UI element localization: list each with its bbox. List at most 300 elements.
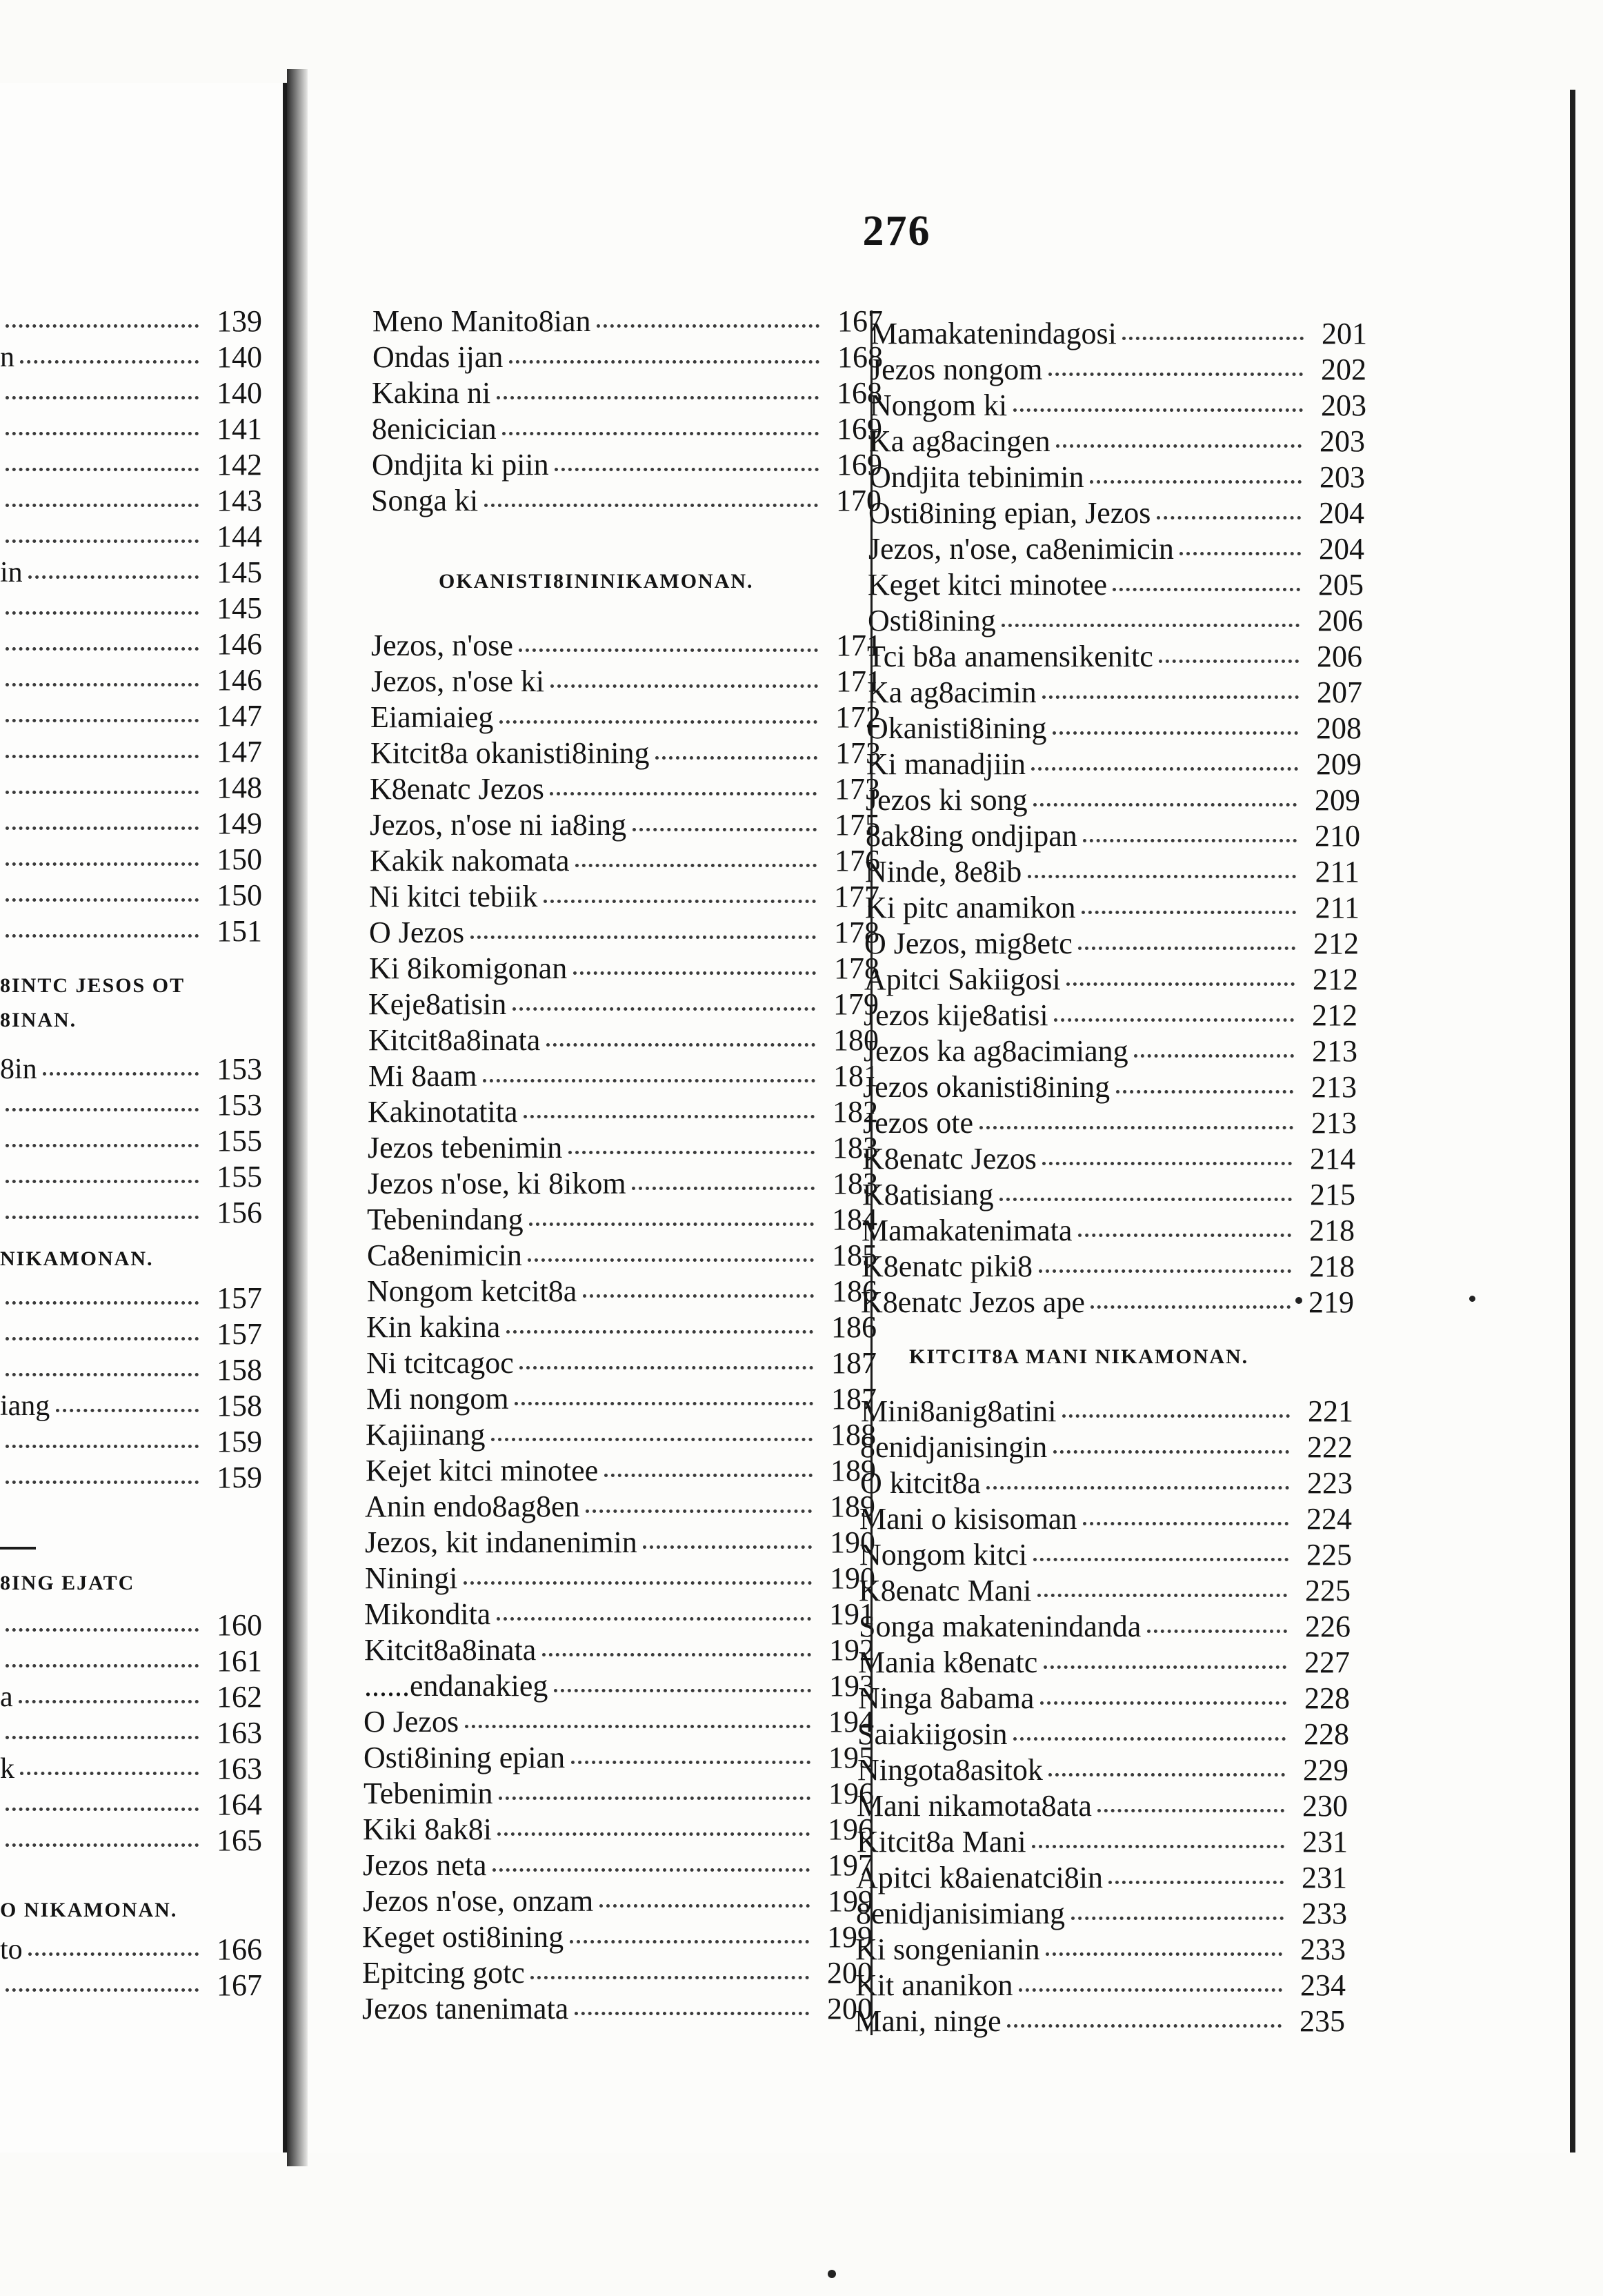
entry-title: Jezos n'ose, ki 8ikom — [368, 1167, 626, 1200]
entry-title: Epitcing gotc — [362, 1956, 525, 1990]
toc-entry — [860, 1429, 1353, 1465]
toc-entry — [371, 628, 882, 664]
toc-entry — [855, 2003, 1345, 2039]
entry-title: O Jezos, mig8etc — [864, 927, 1073, 960]
toc-entry — [365, 1561, 875, 1596]
toc-entry — [363, 1812, 873, 1848]
dot-leader — [6, 468, 199, 471]
toc-entry — [368, 1058, 879, 1094]
entry-page-number: 212 — [1312, 998, 1357, 1032]
toc-entry — [865, 854, 1360, 890]
toc-entry — [861, 1285, 1354, 1320]
print-speck — [1295, 1297, 1302, 1304]
dot-leader — [1007, 2024, 1282, 2028]
toc-entry — [868, 603, 1363, 639]
entry-page-number: 192 — [829, 1633, 875, 1667]
toc-entry — [855, 1932, 1346, 1968]
entry-title: 8enicician — [372, 412, 497, 446]
entry-page-number: 171 — [836, 629, 882, 662]
toc-entry — [0, 734, 262, 770]
dot-leader — [1116, 1090, 1293, 1093]
toc-entry — [368, 1022, 879, 1058]
entry-page-number: 193 — [829, 1669, 875, 1703]
entry-page-number: 143 — [217, 484, 262, 517]
toc-entry — [363, 1883, 873, 1919]
entry-page-number: 164 — [217, 1788, 262, 1821]
toc-entry — [869, 459, 1365, 495]
toc-entry — [372, 339, 883, 375]
dot-leader — [499, 720, 817, 724]
entry-page-number: 203 — [1320, 460, 1365, 494]
entry-page-number: 203 — [1321, 388, 1366, 422]
entry-page-number: 209 — [1315, 783, 1360, 817]
toc-entry — [366, 1381, 877, 1417]
entry-title: k — [0, 1753, 14, 1785]
entry-title: n — [0, 342, 14, 373]
entry-title: Keget osti8ining — [362, 1920, 564, 1954]
toc-entry — [869, 424, 1365, 459]
dot-leader — [497, 396, 819, 399]
entry-title: Jezos, n'ose ki — [371, 664, 545, 698]
toc-entry — [0, 1643, 262, 1679]
entry-page-number: 146 — [217, 627, 262, 661]
toc-entry — [370, 700, 881, 735]
entry-page-number: 153 — [217, 1052, 262, 1086]
toc-entry — [370, 843, 880, 879]
toc-entry — [0, 411, 262, 447]
dot-leader — [1033, 803, 1297, 806]
toc-entry — [0, 447, 262, 483]
toc-entry — [865, 890, 1360, 926]
entry-title: Mikondita — [364, 1597, 491, 1631]
entry-title: Saiakiigosin — [857, 1717, 1008, 1751]
dot-leader — [492, 1868, 810, 1872]
entry-page-number: 163 — [217, 1716, 262, 1750]
entry-page-number: 211 — [1315, 855, 1360, 889]
toc-entry — [369, 879, 879, 915]
entry-page-number: 167 — [837, 304, 883, 338]
entry-title: 8in — [0, 1053, 37, 1085]
entry-page-number: 186 — [831, 1310, 877, 1344]
entry-title: Mini8anig8atini — [861, 1394, 1057, 1428]
entry-page-number: 213 — [1312, 1034, 1357, 1068]
entry-page-number: 202 — [1321, 353, 1366, 386]
toc-entry — [369, 915, 879, 951]
dot-leader — [519, 649, 818, 652]
entry-title: Ondas ijan — [372, 340, 504, 374]
toc-entry — [862, 1213, 1355, 1249]
entry-page-number: 215 — [1310, 1178, 1355, 1211]
dot-leader — [575, 2012, 809, 2015]
entry-page-number: 158 — [217, 1353, 262, 1387]
entry-page-number: 172 — [835, 700, 881, 734]
dot-leader — [1044, 1665, 1286, 1669]
toc-entry — [362, 1919, 873, 1955]
entry-page-number: 170 — [836, 484, 882, 517]
dot-leader — [1097, 1809, 1284, 1812]
entry-page-number: 151 — [217, 914, 262, 948]
dot-leader — [550, 684, 818, 688]
dot-leader — [643, 1545, 812, 1549]
entry-page-number: 140 — [217, 340, 262, 374]
entry-page-number: 153 — [217, 1088, 262, 1122]
entry-title: Meno Manito8ian — [372, 304, 591, 338]
toc-entry — [364, 1704, 874, 1740]
dot-leader — [20, 1772, 199, 1775]
entry-page-number: 171 — [836, 664, 882, 698]
entry-title: iang — [0, 1390, 50, 1422]
entry-title: K8enatc Mani — [859, 1574, 1032, 1607]
dot-leader — [528, 1258, 814, 1262]
entry-title: Nongom kitci — [859, 1538, 1028, 1572]
entry-page-number: 197 — [828, 1848, 873, 1882]
toc-entry — [857, 1716, 1349, 1752]
dot-leader — [20, 360, 199, 364]
entry-title: Kakina ni — [372, 376, 491, 410]
dot-leader — [575, 864, 817, 867]
entry-title: Keje8atisin — [368, 987, 507, 1021]
entry-title: Jezos tebenimin — [368, 1131, 563, 1165]
dot-leader — [1028, 875, 1296, 878]
entry-page-number: 185 — [832, 1238, 877, 1272]
section-heading-kitcit8a-mani: KITCIT8A MANI NIKAMONAN. — [909, 1345, 1249, 1368]
entry-page-number: 169 — [837, 448, 882, 482]
entry-page-number: 218 — [1309, 1249, 1355, 1283]
entry-title: Ki 8ikomigonan — [369, 951, 568, 985]
entry-title: ......endanakieg — [364, 1669, 548, 1703]
entry-page-number: 148 — [217, 771, 262, 804]
toc-entry — [367, 1274, 877, 1309]
toc-entry — [362, 1991, 873, 2027]
entry-page-number: 235 — [1300, 2004, 1345, 2038]
toc-entry — [0, 1751, 262, 1787]
entry-page-number: 205 — [1318, 568, 1364, 602]
entry-page-number: 167 — [217, 1968, 262, 2002]
toc-entry — [0, 339, 262, 375]
toc-entry — [861, 1394, 1353, 1429]
dot-leader — [1046, 1952, 1282, 1956]
entry-title: Kejet kitci minotee — [366, 1454, 599, 1487]
entry-page-number: 169 — [837, 412, 882, 446]
dot-leader — [999, 1198, 1292, 1201]
dot-leader — [1134, 1054, 1294, 1058]
toc-entry — [0, 806, 262, 842]
entry-title: Okanisti8ining — [866, 711, 1047, 745]
entry-title: Jezos, kit indanenimin — [365, 1525, 637, 1559]
entry-page-number: 161 — [217, 1644, 262, 1678]
toc-entry — [364, 1776, 874, 1812]
toc-entry — [868, 531, 1364, 567]
entry-title: Mamakatenimata — [862, 1214, 1073, 1247]
toc-entry — [864, 998, 1357, 1033]
entry-title: O Jezos — [369, 916, 465, 949]
entry-page-number: 166 — [217, 1932, 262, 1966]
dot-leader — [597, 324, 819, 328]
entry-page-number: 178 — [834, 951, 879, 985]
dot-leader — [28, 1952, 199, 1956]
entry-title: Kakik nakomata — [370, 844, 570, 878]
dot-leader — [509, 360, 819, 364]
entry-title: Songa ki — [371, 484, 479, 517]
toc-entry — [364, 1632, 875, 1668]
dot-leader — [1062, 1414, 1290, 1418]
toc-entry — [0, 519, 262, 555]
entry-page-number: 140 — [217, 376, 262, 410]
entry-title: Jezos ote — [863, 1106, 974, 1140]
entry-page-number: 219 — [1308, 1285, 1354, 1319]
toc-entry — [0, 913, 262, 949]
entry-title: Ka ag8acingen — [869, 424, 1051, 458]
dot-leader — [6, 1736, 199, 1739]
dot-leader — [491, 1438, 813, 1441]
entry-page-number: 210 — [1315, 819, 1360, 853]
book-gutter — [287, 69, 308, 2166]
entry-title: Jezos n'ose, onzam — [363, 1884, 594, 1918]
dot-leader — [1048, 373, 1303, 376]
entry-title: K8enatc Jezos — [862, 1142, 1037, 1176]
entry-page-number: 189 — [830, 1454, 876, 1487]
entry-page-number: 147 — [217, 699, 262, 733]
toc-entry — [0, 1460, 262, 1496]
entry-title: Jezos ki song — [866, 783, 1028, 817]
entry-title: Anin endo8ag8en — [365, 1490, 580, 1523]
entry-page-number: 228 — [1304, 1717, 1349, 1751]
entry-page-number: 173 — [835, 772, 880, 806]
entry-title: Mani, ninge — [855, 2004, 1002, 2038]
entry-page-number: 191 — [829, 1597, 875, 1631]
toc-entry — [858, 1645, 1350, 1681]
entry-title: Jezos, n'ose — [371, 629, 513, 662]
dot-leader — [6, 719, 199, 722]
dot-leader — [1042, 1162, 1292, 1165]
toc-entry — [859, 1573, 1351, 1609]
toc-entry — [364, 1668, 875, 1704]
toc-entry — [372, 447, 882, 483]
entry-page-number: 150 — [217, 878, 262, 912]
dot-leader — [6, 1664, 199, 1667]
section-heading-okanisti8ininikamonan: OKANISTI8ININIKAMONAN. — [439, 570, 754, 593]
entry-title: in — [0, 557, 23, 588]
toc-entry — [0, 1280, 262, 1316]
entry-page-number: 183 — [833, 1131, 878, 1165]
dot-leader — [555, 468, 819, 471]
entry-page-number: 147 — [217, 735, 262, 769]
entry-page-number: 187 — [831, 1382, 877, 1416]
entry-page-number: 194 — [828, 1705, 874, 1739]
dot-leader — [6, 1988, 199, 1992]
entry-title: Jezos kije8atisi — [864, 998, 1048, 1032]
toc-entry — [870, 352, 1366, 388]
dot-leader — [6, 862, 199, 866]
toc-entry — [0, 626, 262, 662]
entry-page-number: 188 — [830, 1418, 876, 1452]
entry-page-number: 231 — [1302, 1861, 1347, 1894]
dot-leader — [6, 647, 199, 651]
toc-entry — [0, 1424, 262, 1460]
entry-page-number: 200 — [827, 1956, 873, 1990]
left-heading-4: O NIKAMONAN. — [0, 1899, 178, 1921]
entry-title: Kit ananikon — [855, 1968, 1013, 2002]
entry-title: K8atisiang — [862, 1178, 994, 1211]
entry-page-number: 209 — [1316, 747, 1362, 781]
toc-entry — [363, 1848, 873, 1883]
toc-entry — [0, 1123, 262, 1159]
dot-leader — [1090, 480, 1302, 484]
toc-entry — [0, 1388, 262, 1424]
entry-page-number: 168 — [837, 376, 882, 410]
toc-entry — [0, 878, 262, 913]
toc-entry — [859, 1537, 1352, 1573]
entry-title: Niningi — [365, 1561, 458, 1595]
dot-leader — [655, 756, 817, 760]
dot-leader — [464, 1581, 812, 1585]
dot-leader — [1113, 588, 1300, 591]
entry-page-number: 183 — [833, 1167, 878, 1200]
toc-entry — [367, 1202, 877, 1238]
toc-entry — [365, 1489, 875, 1525]
entry-page-number: 233 — [1302, 1897, 1347, 1930]
dot-leader — [6, 1373, 199, 1376]
entry-page-number: 222 — [1307, 1430, 1353, 1464]
entry-page-number: 168 — [837, 340, 883, 374]
toc-entry — [366, 1417, 876, 1453]
entry-page-number: 223 — [1307, 1466, 1353, 1500]
entry-page-number: 211 — [1315, 891, 1360, 924]
toc-entry — [856, 1860, 1347, 1896]
entry-title: Apitci Sakiigosi — [864, 962, 1061, 996]
entry-title: Keget kitci minotee — [868, 568, 1107, 602]
toc-entry — [857, 1752, 1348, 1788]
dot-leader — [6, 1808, 199, 1811]
dot-leader — [583, 1294, 814, 1298]
entry-page-number: 181 — [833, 1059, 879, 1093]
entry-page-number: 176 — [835, 844, 880, 878]
toc-entry — [864, 1033, 1357, 1069]
dot-leader — [497, 1617, 811, 1621]
entry-title: Eiamiaieg — [370, 700, 494, 734]
toc-entry — [371, 664, 882, 700]
toc-entry — [860, 1465, 1353, 1501]
toc-entry — [369, 951, 879, 987]
dot-leader — [497, 1832, 810, 1836]
entry-page-number: 158 — [217, 1389, 262, 1423]
entry-title: Ca8enimicin — [367, 1238, 522, 1272]
entry-title: Jezos ka ag8acimiang — [864, 1034, 1128, 1068]
left-heading-1-line-2: 8INAN. — [0, 1009, 77, 1031]
dot-leader — [56, 1409, 199, 1412]
toc-entry — [862, 1177, 1355, 1213]
entry-page-number: 157 — [217, 1317, 262, 1351]
entry-page-number: 196 — [828, 1777, 874, 1810]
entry-title: Mamakatenindagosi — [870, 317, 1117, 350]
dot-leader — [6, 1301, 199, 1305]
dot-leader — [502, 432, 819, 435]
print-speck — [1469, 1296, 1475, 1302]
toc-entry — [0, 662, 262, 698]
entry-page-number: 203 — [1320, 424, 1365, 458]
toc-entry — [370, 771, 880, 807]
toc-entry — [362, 1955, 873, 1991]
toc-entry — [863, 1069, 1357, 1105]
toc-entry — [0, 1051, 262, 1087]
toc-entry — [856, 1896, 1347, 1932]
dot-leader — [1031, 767, 1298, 771]
toc-entry — [864, 962, 1358, 998]
column-divider — [870, 310, 873, 2035]
dot-leader — [1179, 552, 1301, 555]
entry-title: Mani nikamota8ata — [857, 1789, 1092, 1823]
dot-leader — [1071, 1917, 1284, 1920]
dot-leader — [6, 1108, 199, 1111]
entry-page-number: 213 — [1311, 1106, 1357, 1140]
toc-entry — [0, 1087, 262, 1123]
entry-title: Ninde, 8e8ib — [865, 855, 1022, 889]
entry-page-number: 228 — [1304, 1681, 1350, 1715]
dot-leader — [586, 1510, 812, 1513]
dot-leader — [604, 1474, 813, 1477]
dot-leader — [1056, 444, 1302, 448]
dot-leader — [530, 1976, 809, 1979]
toc-entry — [864, 926, 1359, 962]
entry-title: Osti8ining — [868, 604, 996, 637]
entry-page-number: 182 — [833, 1095, 878, 1129]
print-speck — [828, 2270, 836, 2278]
toc-entry — [365, 1525, 875, 1561]
entry-page-number: 145 — [217, 591, 262, 625]
dot-leader — [6, 791, 199, 794]
entry-page-number: 212 — [1313, 927, 1359, 960]
toc-entry — [863, 1105, 1357, 1141]
dot-leader — [1157, 516, 1301, 519]
toc-entry — [0, 842, 262, 878]
entry-page-number: 207 — [1317, 675, 1362, 709]
entry-title: Jezos, n'ose, ca8enimicin — [868, 532, 1174, 566]
dot-leader — [6, 1628, 199, 1632]
entry-page-number: 206 — [1317, 640, 1362, 673]
toc-entry — [372, 375, 882, 411]
toc-entry — [0, 304, 262, 339]
entry-title: Ninga 8abama — [858, 1681, 1035, 1715]
toc-entry — [0, 1968, 262, 2003]
dot-leader — [6, 1445, 199, 1448]
dot-leader — [6, 1337, 199, 1340]
entry-page-number: 141 — [217, 412, 262, 446]
dot-leader — [512, 1007, 815, 1011]
toc-entry — [367, 1238, 877, 1274]
dot-leader — [1078, 947, 1295, 950]
toc-entry — [0, 1715, 262, 1751]
entry-title: O Jezos — [364, 1705, 459, 1739]
entry-page-number: 226 — [1305, 1610, 1351, 1643]
entry-title: Jezos okanisti8ining — [863, 1070, 1111, 1104]
dot-leader — [6, 755, 199, 758]
toc-entry — [368, 987, 879, 1022]
entry-title: K8enatc Jezos — [370, 772, 544, 806]
left-heading-2: NIKAMONAN. — [0, 1247, 154, 1270]
entry-title: O kitcit8a — [860, 1466, 981, 1500]
entry-title: Ni tcitcagoc — [366, 1346, 514, 1380]
entry-page-number: 204 — [1319, 496, 1364, 530]
toc-entry — [0, 1159, 262, 1195]
toc-entry — [0, 1823, 262, 1859]
entry-page-number: 156 — [217, 1196, 262, 1229]
dot-leader — [1040, 1701, 1286, 1705]
entry-page-number: 225 — [1305, 1574, 1351, 1607]
dot-leader — [1083, 1522, 1288, 1525]
dot-leader — [465, 1725, 810, 1728]
dot-leader — [570, 1940, 809, 1943]
dot-leader — [6, 1843, 199, 1847]
